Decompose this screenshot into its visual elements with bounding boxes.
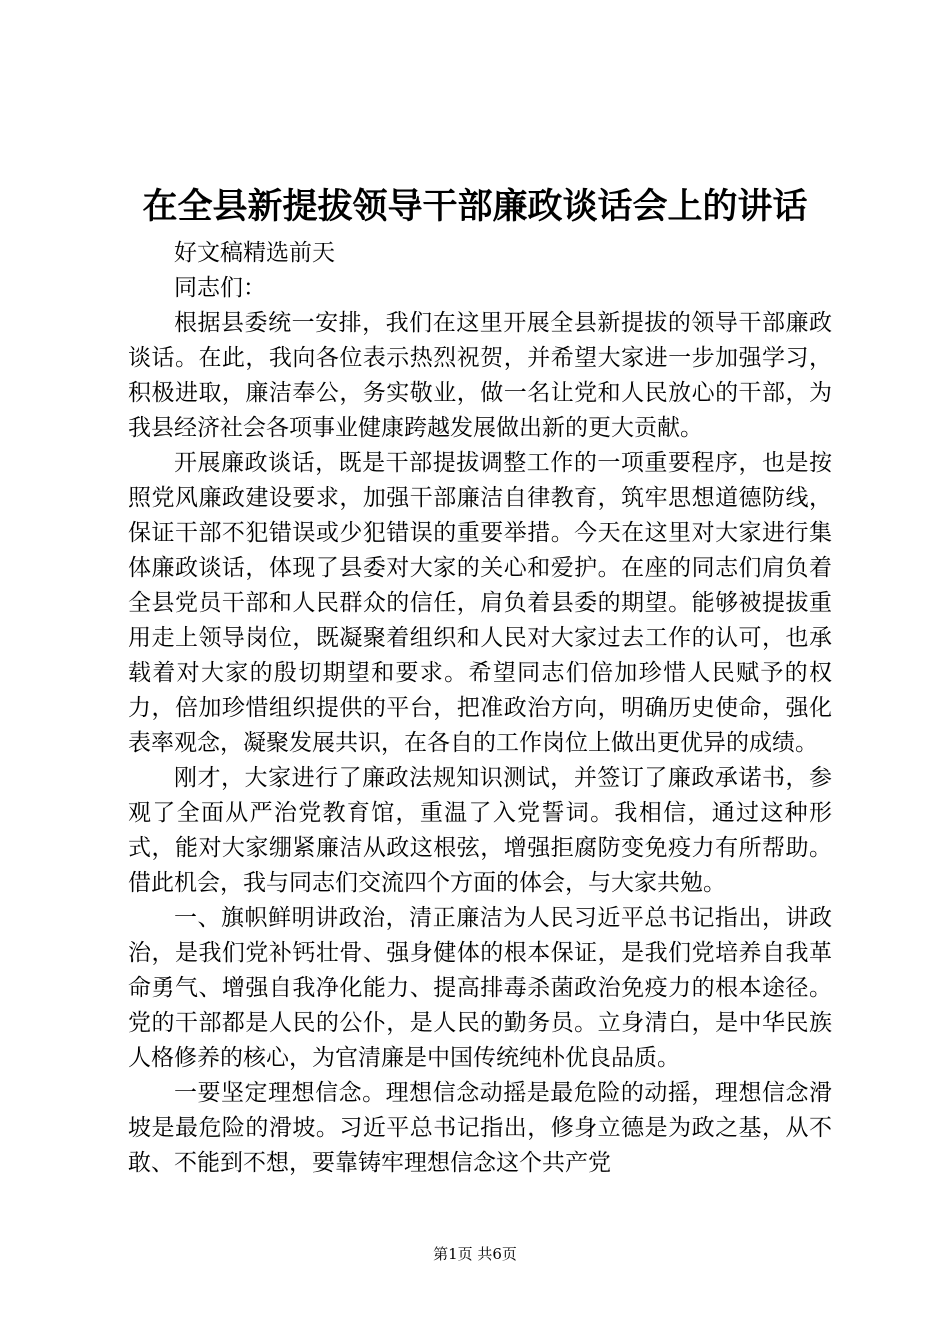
page-footer: 第1页 共6页 — [433, 1245, 517, 1263]
document-body — [128, 236, 832, 1181]
paragraph: 一、旗帜鲜明讲政治，清正廉洁为人民习近平总书记指出，讲政治，是我们党补钙壮骨、强身健体的根本保证，是我们党培养自我革命勇气、增强自我净化能力、提高排毒杀菌政治免疫力的根本途径。党的干部都是人民的公仆，是人民的勤务员。立身清白，是中华民族人格修养的核心，为官清廉是中国传统纯朴优良品质。 — [128, 905, 832, 1071]
document-title: 在全县新提拔领导干部廉政谈话会上的讲话 — [142, 186, 808, 227]
source-line: 好文稿精选前天 — [174, 240, 335, 266]
salutation: 同志们： — [174, 275, 266, 301]
paragraph: 一要坚定理想信念。理想信念动摇是最危险的动摇，理想信念滑坡是最危险的滑坡。习近平总书记指出，修身立德是为政之基，从不敢、不能到不想，要靠铸牢理想信念这个共产党 — [128, 1080, 832, 1176]
paragraph: 刚才，大家进行了廉政法规知识测试，并签订了廉政承诺书，参观了全面从严治党教育馆，重温了入党誓词。我相信，通过这种形式，能对大家绷紧廉洁从政这根弦，增强拒腐防变免疫力有所帮助。借此机会，我与同志们交流四个方面的体会，与大家共勉。 — [128, 765, 832, 896]
paragraph: 开展廉政谈话，既是干部提拔调整工作的一项重要程序，也是按照党风廉政建设要求，加强干部廉洁自律教育，筑牢思想道德防线，保证干部不犯错误或少犯错误的重要举措。今天在这里对大家进行集体廉政谈话，体现了县委对大家的关心和爱护。在座的同志们肩负着全县党员干部和人民群众的信任，肩负着县委的期望。能够被提拔重用走上领导岗位，既凝聚着组织和人民对大家过去工作的认可，也承载着对大家的殷切期望和要求。希望同志们倍加珍惜人民赋予的权力，倍加珍惜组织提供的平台，把准政治方向，明确历史使命，强化表率观念，凝聚发展共识，在各自的工作岗位上做出更优异的成绩。 — [128, 450, 832, 756]
paragraph: 根据县委统一安排，我们在这里开展全县新提拔的领导干部廉政谈话。在此，我向各位表示热烈祝贺，并希望大家进一步加强学习，积极进取，廉洁奉公，务实敬业，做一名让党和人民放心的干部，为我县经济社会各项事业健康跨越发展做出新的更大贡献。 — [128, 310, 832, 441]
